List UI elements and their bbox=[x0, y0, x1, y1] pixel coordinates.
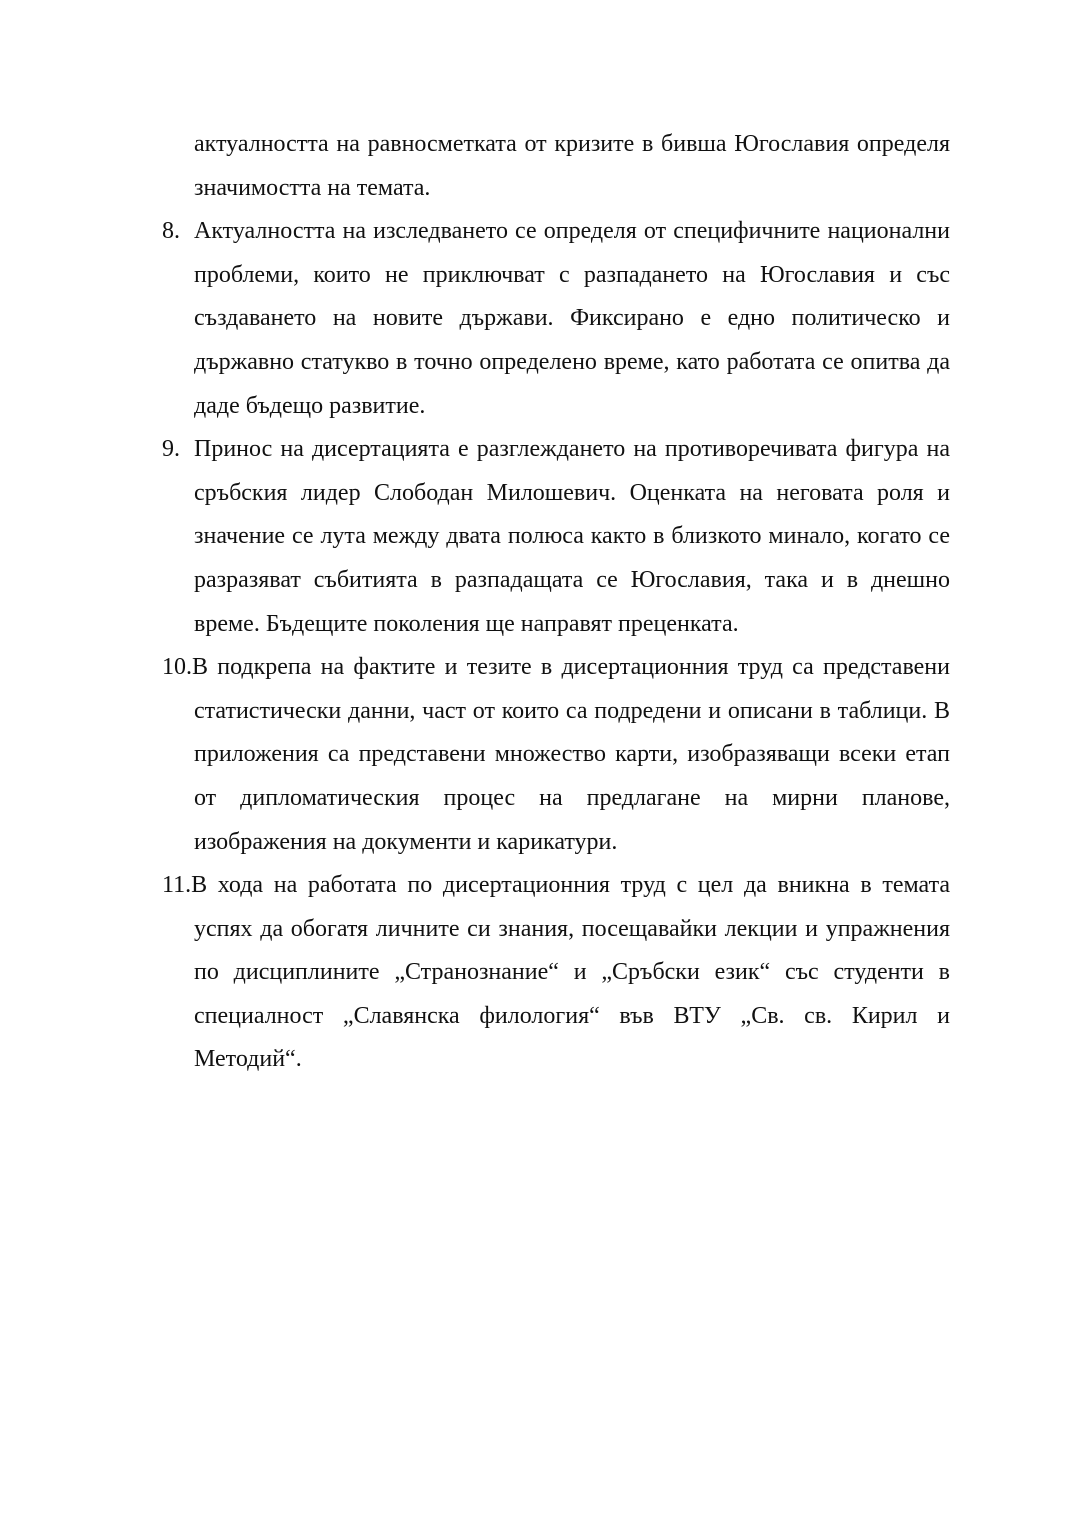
list-item-text: Принос на дисертацията е разглеждането на противоречивата фигура на сръбския лидер Слободан Милошевич. Оценката на неговата роля и значение се лута между двата полюса както в близкото минало, когато се разразяват събитията в разпадащата се Югославия, така и в днешно време. Бъдещите поколения ще направят преценката. bbox=[194, 436, 950, 637]
list-item-number: 10. bbox=[162, 654, 192, 681]
list-item-8 bbox=[162, 210, 950, 428]
list-item-number: 8. bbox=[162, 218, 180, 245]
list-item-10 bbox=[162, 646, 950, 864]
document-body bbox=[162, 123, 950, 1082]
list-item-number: 11. bbox=[162, 872, 192, 899]
list-item-11 bbox=[162, 864, 950, 1082]
list-item-text: Актуалността на изследването се определя от специфичните национални проблеми, които не приключват с разпадането на Югославия и със създаването на новите държави. Фиксирано е едно политическо и държавно статукво в точно определено време, като работата се опитва да даде бъдещо развитие. bbox=[194, 218, 950, 419]
list-item-9 bbox=[162, 428, 950, 646]
list-item-text: В хода на работата по дисертационния труд с цел да вникна в темата успях да обогатя личните си знания, посещавайки лекции и упражнения по дисциплините „Странознание“ и „Сръбски език“ със студенти в специалност „Славянска филология“ във ВТУ „Св. св. Кирил и Методий“. bbox=[191, 872, 950, 1073]
list-item-text: В подкрепа на фактите и тезите в дисертационния труд са представени статистически данни, част от които са подредени и описани в таблици. В приложения са представени множество карти, изобразяващи всеки етап от дипломатическия процес на предлагане на мирни планове, изображения на документи и карикатури. bbox=[192, 654, 950, 855]
continuation-paragraph: актуалността на равносметката от кризите в бивша Югославия определя значимостта на темата. bbox=[194, 131, 950, 201]
list-item-number: 9. bbox=[162, 436, 180, 463]
